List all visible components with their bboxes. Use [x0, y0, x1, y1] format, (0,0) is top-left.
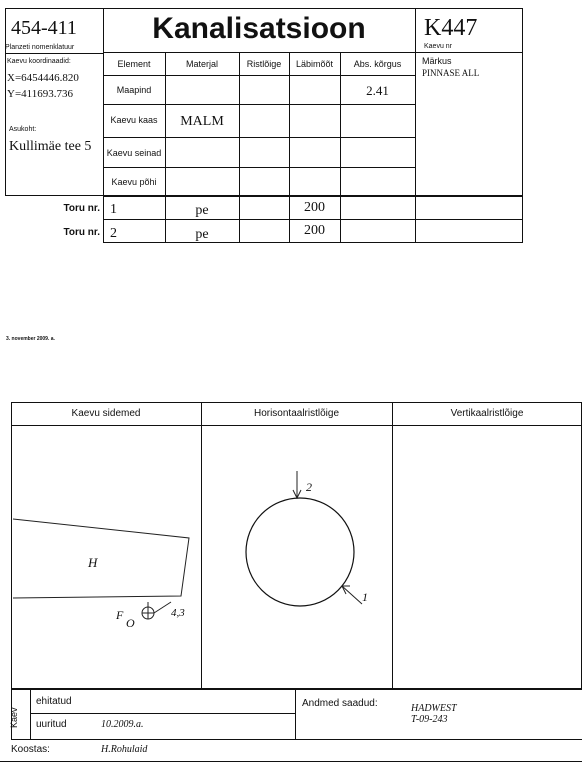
- footer-side-label: Kaev: [9, 707, 19, 728]
- connection-box: [13, 519, 189, 598]
- location-value: Kullimäe tee 5: [9, 139, 92, 154]
- row-element: Kaevu seinad: [106, 148, 162, 158]
- col-header-element: Element: [117, 59, 151, 69]
- surveyed-label: uuritud: [36, 719, 67, 730]
- divider: [103, 219, 523, 220]
- nomenclature-label: Planzeti nomenklatuur: [5, 44, 75, 51]
- divider: [11, 739, 582, 740]
- divider: [295, 689, 296, 739]
- horizontal-section-sketch: [202, 426, 391, 688]
- page-title: Kanalisatsioon: [152, 12, 366, 45]
- sketch-header-horizontal: Horisontaalristlõige: [253, 408, 340, 419]
- data-from-line1: HADWEST: [411, 703, 457, 714]
- well-number: K447: [424, 15, 478, 41]
- notes-value: PINNASE ALL: [422, 68, 480, 78]
- divider: [103, 196, 523, 197]
- pipe-label: Toru nr.: [63, 227, 100, 238]
- coordinate-x: X=6454446.820: [7, 72, 79, 84]
- row-element: Kaevu põhi: [111, 177, 157, 187]
- divider: [239, 52, 240, 243]
- sketch1-label: H: [88, 555, 98, 570]
- surveyed-value: 10.2009.a.: [101, 719, 144, 730]
- notes-label: Märkus: [422, 56, 452, 66]
- nomenclature-number: 454-411: [11, 17, 77, 39]
- location-label: Asukoht:: [9, 126, 37, 133]
- row-abs-height: 2.41: [366, 83, 389, 98]
- row-element: Maapind: [116, 85, 152, 95]
- date-line: 3. november 2009. a.: [6, 336, 55, 342]
- pipe-number: 2: [110, 226, 117, 241]
- col-header-abs-height: Abs. kõrgus: [353, 59, 402, 69]
- divider: [392, 402, 393, 689]
- sketch1-right-mark: 4,3: [171, 607, 185, 619]
- divider: [103, 75, 415, 76]
- divider: [340, 52, 341, 243]
- pipe-material: pe: [195, 227, 209, 242]
- divider: [415, 8, 416, 243]
- col-header-diameter: Läbimõõt: [295, 59, 334, 69]
- col-header-material: Materjal: [185, 59, 218, 69]
- sketch-header-connections: Kaevu sidemed: [71, 408, 141, 419]
- divider: [5, 53, 103, 54]
- divider: [11, 689, 582, 690]
- compiled-value: H.Rohulaid: [101, 744, 148, 755]
- col-header-cross-section: Ristlõige: [246, 59, 282, 69]
- pipe-diameter: 200: [304, 200, 325, 215]
- well-circle: [246, 498, 354, 606]
- pipe-diameter: 200: [304, 223, 325, 238]
- sketch2-top-mark: 2: [306, 480, 312, 494]
- sketch2-right-mark: 1: [362, 590, 368, 604]
- divider: [30, 689, 31, 739]
- coordinate-y: Y=411693.736: [7, 88, 73, 100]
- divider: [0, 761, 582, 762]
- compiled-label: Koostas:: [11, 744, 50, 755]
- pipe-material: pe: [195, 203, 209, 218]
- divider: [30, 713, 295, 714]
- sketch-header-vertical: Vertikaalristlõige: [450, 408, 524, 419]
- divider: [103, 104, 415, 105]
- well-number-label: Kaevu nr: [424, 43, 453, 50]
- connections-sketch: [11, 426, 201, 688]
- sketch1-left-sub: O: [126, 616, 135, 630]
- pipe-arrow-right: [342, 586, 362, 604]
- divider: [103, 167, 415, 168]
- coordinates-label: Kaevu koordinaadid:: [7, 58, 71, 65]
- pipe-label: Toru nr.: [63, 203, 100, 214]
- row-material: MALM: [180, 114, 224, 129]
- data-from-line2: T-09-243: [411, 714, 448, 725]
- row-element: Kaevu kaas: [110, 115, 158, 125]
- built-label: ehitatud: [36, 696, 72, 707]
- divider: [103, 52, 523, 53]
- divider: [103, 137, 415, 138]
- sketch1-left-mark: F: [116, 608, 124, 622]
- data-from-label: Andmed saadud:: [302, 698, 378, 709]
- pipe-number: 1: [110, 202, 117, 217]
